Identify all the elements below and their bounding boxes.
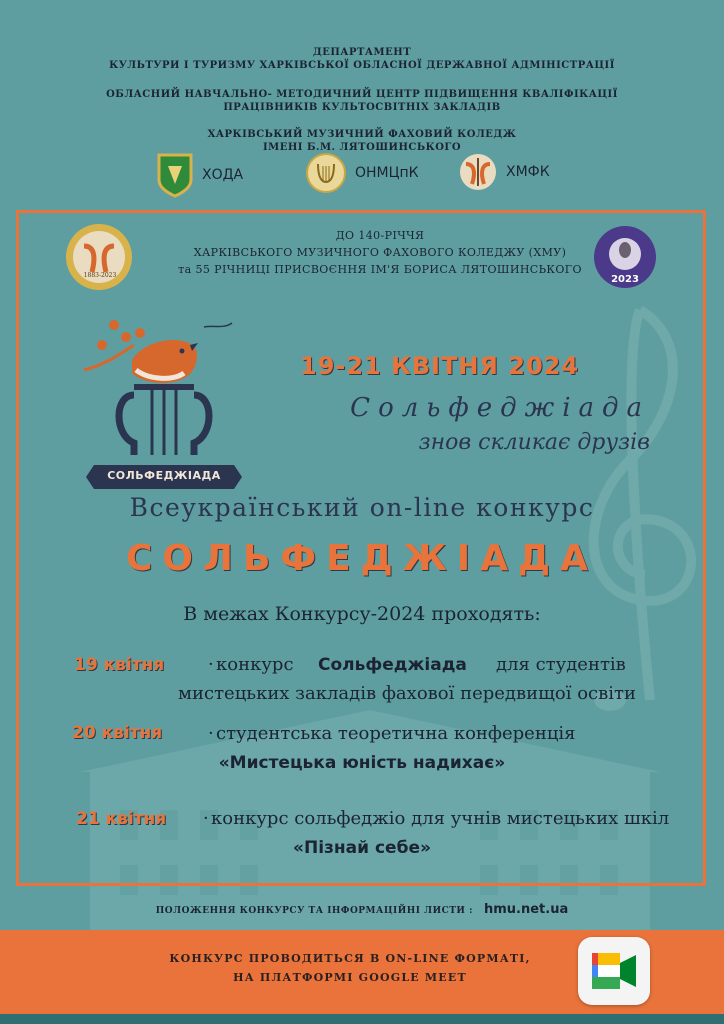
header-line: ПРАЦІВНИКІВ КУЛЬТОСВІТНІХ ЗАКЛАДІВ: [223, 102, 501, 113]
website-link[interactable]: hmu.net.ua: [483, 902, 569, 917]
anniversary-text: [150, 227, 610, 278]
logo-label: ХМФК: [506, 164, 550, 180]
college-emblem-icon: [458, 152, 498, 192]
solfeggiada-emblem-icon: [74, 315, 254, 495]
emblem-ribbon-text: СОЛЬФЕДЖІАДА: [107, 469, 221, 482]
bottom-line: КОНКУРС ПРОВОДИТЬСЯ В ON-LINE ФОРМАТІ,: [169, 952, 531, 965]
event-text: конкурс: [216, 654, 294, 675]
logo-row: [150, 152, 580, 204]
event-text: для студентів: [496, 654, 626, 675]
event-bullet: ·: [208, 654, 214, 675]
event-bullet: ·: [203, 808, 209, 829]
event-name: Сольфеджіада: [318, 655, 467, 675]
lyre-emblem-icon: [305, 152, 347, 194]
bottom-line: НА ПЛАТФОРМІ GOOGLE MEET: [233, 971, 467, 984]
header-line: ХАРКІВСЬКИЙ МУЗИЧНИЙ ФАХОВИЙ КОЛЕДЖ: [207, 129, 517, 140]
event-text: студентська теоретична конференція: [216, 723, 576, 744]
logo-hoda: [156, 152, 243, 198]
event-date: 21 квітня: [76, 809, 167, 829]
header-college: [0, 128, 724, 154]
event-name: «Пізнай себе»: [293, 838, 431, 858]
anniversary-line: ХАРКІВСЬКОГО МУЗИЧНОГО ФАХОВОГО КОЛЕДЖУ (ХМУ): [193, 246, 567, 259]
header-line: КУЛЬТУРИ І ТУРИЗМУ ХАРКІВСЬКОЇ ОБЛАСНОЇ ДЕРЖАВНОЇ АДМІНІСТРАЦІЇ: [109, 60, 615, 71]
event-text: конкурс сольфеджіо для учнів мистецьких шкіл: [211, 808, 670, 829]
header-center: [0, 88, 724, 114]
slogan-line-2: знов скликає друзів: [418, 430, 650, 455]
logo-label: ОНМЦпК: [355, 165, 419, 181]
anniversary-line: ДО 140-РІЧЧЯ: [335, 229, 425, 242]
google-meet-app-tile[interactable]: [578, 937, 650, 1005]
event-date: 19 квітня: [74, 655, 165, 675]
header-line: ДЕПАРТАМЕНТ: [312, 47, 412, 58]
logo-label: ХОДА: [202, 167, 244, 183]
bottom-stripe: [0, 1014, 724, 1024]
coat-of-arms-icon: [156, 152, 194, 198]
logo-hmfk: [458, 152, 550, 192]
badge-left-year: 1883-2023: [83, 272, 117, 279]
badge-right-year: 2023: [611, 274, 639, 285]
event-dates: 19-21 КВІТНЯ 2024: [300, 352, 580, 380]
event-text: мистецьких закладів фахової передвищої освіти: [178, 683, 636, 704]
header-line: ІМЕНІ Б.М. ЛЯТОШИНСЬКОГО: [262, 142, 462, 153]
logo-onmcpk: [305, 152, 419, 194]
anniversary-line: та 55 РІЧНИЦІ ПРИСВОЄННЯ ІМ'Я БОРИСА ЛЯТОШИНСЬКОГО: [178, 263, 582, 276]
header-line: ОБЛАСНИЙ НАВЧАЛЬНО- МЕТОДИЧНИЙ ЦЕНТР ПІДВИЩЕННЯ КВАЛІФІКАЦІЇ: [106, 89, 618, 100]
footer-note: [0, 898, 724, 917]
google-meet-icon: [592, 953, 638, 989]
anniversary-badge-left-icon: [64, 222, 134, 292]
online-format-note: [120, 949, 580, 987]
event-date: 20 квітня: [72, 723, 163, 743]
footer-label: ПОЛОЖЕННЯ КОНКУРСУ ТА ІНФОРМАЦІЙНІ ЛИСТИ :: [155, 906, 473, 916]
intro-text: В межах Конкурсу-2024 проходять:: [183, 603, 541, 625]
header-department: [0, 46, 724, 72]
contest-subtitle: Всеукраїнський on-line конкурс: [129, 493, 595, 522]
event-name: «Мистецька юність надихає»: [218, 753, 506, 773]
slogan-line-1: Сольфеджіада: [350, 393, 650, 423]
contest-title: СОЛЬФЕДЖІАДА: [126, 538, 598, 579]
event-bullet: ·: [208, 723, 214, 744]
